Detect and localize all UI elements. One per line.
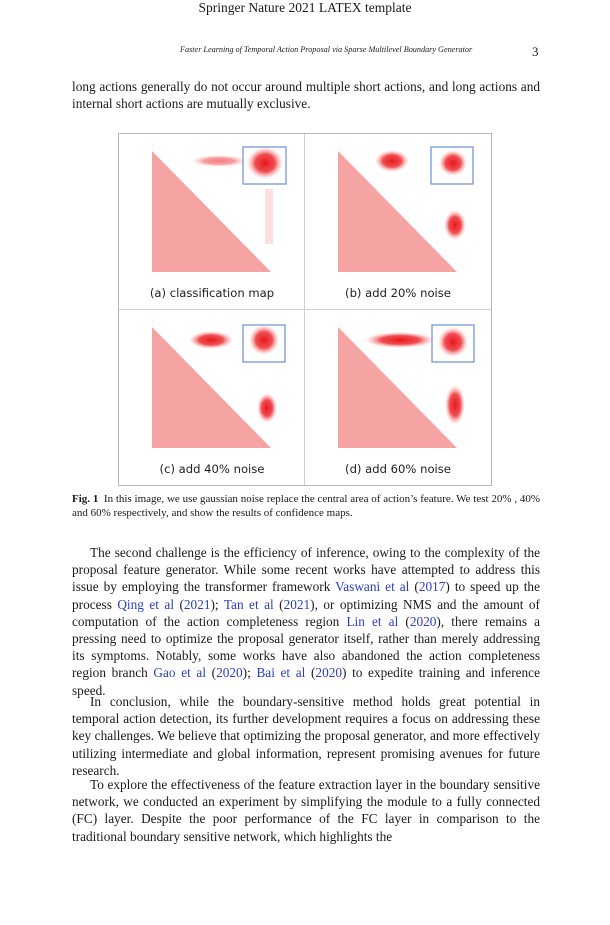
text: ), or optimizing NMS and the amount of computation of the action completeness region — [72, 596, 540, 629]
heat-blob-lower — [257, 393, 277, 423]
text: ( — [206, 665, 217, 681]
citation-link[interactable]: 2021 — [283, 596, 311, 612]
heat-streak — [191, 155, 247, 167]
text: ) to speed up the process — [72, 579, 540, 612]
citation-link[interactable]: Bai et al — [256, 665, 306, 681]
heat-column — [265, 189, 273, 244]
paragraph-experiment: To explore the effectiveness of the feature extraction layer in the boundary sensitive network, we conducted an experiment by simplifying the module to a fully connected (FC) layer. Despite the poor performance of the FC layer in comparison to the traditional boundary sensitive network, which highlights the — [72, 777, 540, 844]
panel-b — [305, 134, 491, 309]
text: ) to expedite training and inference speed. — [72, 665, 540, 698]
text: ( — [409, 579, 419, 595]
text: ( — [398, 613, 410, 629]
citation-link[interactable]: 2017 — [418, 579, 446, 595]
citation-link[interactable]: 2020 — [315, 665, 343, 681]
text: ); — [242, 665, 257, 681]
text: The second challenge is the efficiency of inference, owing to the complexity of the proposal feature generator. While some recent works have attempted to address this issue by employing the transformer framework — [72, 545, 540, 595]
figure-1 — [118, 133, 492, 486]
confidence-map-a — [119, 134, 305, 309]
panel-d — [305, 310, 491, 485]
paragraph-challenge — [72, 544, 540, 699]
text: ( — [273, 596, 284, 612]
heat-blob-left — [189, 331, 233, 349]
panel-a — [119, 134, 305, 309]
citation-link[interactable]: Vaswani et al — [335, 579, 410, 595]
citation-link[interactable]: Qing et al — [117, 596, 175, 612]
panel-c-label: (c) add 40% noise — [159, 462, 265, 476]
figure-caption — [72, 492, 540, 520]
confidence-map-c — [119, 310, 305, 485]
citation-link[interactable]: Gao et al — [153, 665, 207, 681]
heat-blob — [438, 327, 468, 357]
text: ( — [174, 596, 184, 612]
citation-link[interactable]: Tan et al — [223, 596, 274, 612]
panel-c — [119, 310, 305, 485]
citation-link[interactable]: 2020 — [409, 613, 437, 629]
running-title: Faster Learning of Temporal Action Proposal via Sparse Multilevel Boundary Generator — [180, 45, 473, 54]
confidence-map-b — [305, 134, 491, 309]
heat-blob — [247, 147, 283, 179]
citation-link[interactable]: Lin et al — [346, 613, 399, 629]
text: ( — [305, 665, 316, 681]
heat-blob — [249, 325, 279, 355]
citation-link[interactable]: 2020 — [216, 665, 243, 681]
panel-a-label: (a) classification map — [149, 286, 275, 300]
text: ), there remains a pressing need to optimize the proposal generator itself, rather than merely addressing its symptoms. Notably, some works have also abandoned the action completeness region branch — [72, 613, 540, 681]
heat-blob-left — [375, 150, 409, 172]
paragraph-conclusion: In conclusion, while the boundary-sensitive method holds great potential in temporal action detection, its further development requires a focus on addressing these key challenges. We believe that optimizing the proposal generator, and more effectively utilizing intermediate and global information, represent promising avenues for future research. — [72, 694, 540, 778]
panel-b-label: (b) add 20% noise — [345, 286, 451, 300]
confidence-map-d — [305, 310, 491, 485]
page-header: Springer Nature 2021 LATEX template — [198, 0, 412, 15]
page-number: 3 — [532, 44, 539, 59]
intro-paragraph: long actions generally do not occur around multiple short actions, and long actions and internal short actions are mutually exclusive. — [72, 79, 540, 112]
heat-streak — [365, 332, 435, 348]
citation-link[interactable]: 2021 — [183, 596, 211, 612]
heat-blob-lower — [444, 210, 466, 240]
caption-label: Fig. 1 — [72, 493, 99, 505]
heat-blob — [439, 150, 467, 176]
panel-d-label: (d) add 60% noise — [345, 462, 451, 476]
caption-text: In this image, we use gaussian noise replace the central area of action’s feature. We test 20% , 40% and 60% respectively, and show the results of confidence maps. — [72, 493, 541, 519]
heat-blob-lower — [445, 385, 465, 425]
text: ); — [210, 596, 224, 612]
